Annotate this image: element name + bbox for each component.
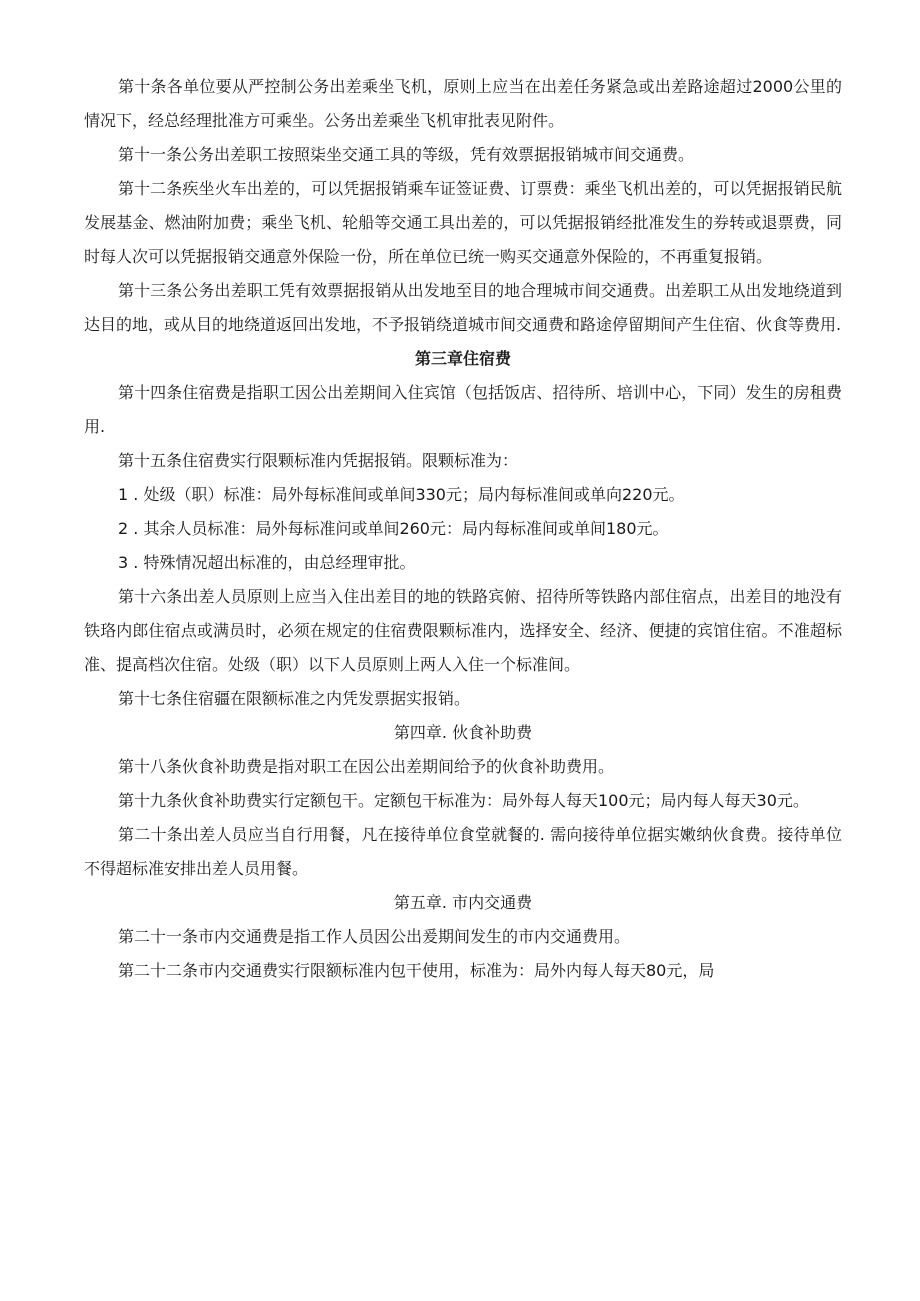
document-page — [84, 70, 842, 988]
article-17: 第十七条住宿疆在限额标准之内凭发票据实报销。 — [118, 689, 471, 708]
article-18: 第十八条伙食补助费是指对职工在因公出差期间给予的伙食补助费用。 — [118, 757, 615, 776]
article-16: 第十六条出差人员原则上应当入住出差目的地的铁路宾俯、招待所等铁路内部住宿点，出差目的地没有铁珞内郎住宿点或满员时，必须在规定的住宿费限颗标准内，选择安全、经济、便捷的宾馆住宿。不准超标准、提高档次住宿。处级（职）以下人员原则上两人入住一个标准间。 — [84, 587, 842, 674]
chapter-5-heading: 第五章. 市内交通费 — [393, 893, 533, 912]
list-item-2: 2 . 其余人员标准：局外每标准问或单间260元：局内每标准间或单间180元。 — [118, 519, 669, 538]
article-20: 第二十条出差人员应当自行用餐，凡在接待单位食堂就餐的. 需向接待单位据实嫩纳伙食费。接待单位不得超标准安排出差人员用餐。 — [84, 825, 842, 878]
article-12: 第十二条疾坐火车出差的，可以凭据报销乘车证签证费、订票费：乘坐飞机出差的，可以凭据报销民航发展基金、燃油附加费；乘坐飞机、轮船等交通工具出差的，可以凭据报销经批准发生的券转或退票费，同时每人次可以凭据报销交通意外保险一份，所在单位已统一购买交通意外保险的，不再重复报销。 — [84, 179, 842, 266]
chapter-4-heading: 第四章. 伙食补助费 — [393, 723, 533, 742]
article-19: 第十九条伙食补助费实行定额包干。定额包干标准为：局外每人每天100元；局内每人每天30元。 — [118, 791, 809, 810]
list-item-3: 3 . 特殊情况超出标准的，由总经理审批。 — [118, 553, 416, 572]
article-10: 第十条各单位要从严控制公务出差乘坐飞机，原则上应当在出差任务紧急或出差路途超过2000公里的情况下，经总经理批准方可乘坐。公务出差乘坐飞机审批表见附件。 — [84, 77, 842, 130]
list-item-1: 1 . 处级（职）标准：局外每标准间或单间330元；局内每标准间或单向220元。 — [118, 485, 685, 504]
article-22: 第二十二条市内交通费实行限额标准内包干使用，标准为：局外内每人每天80元，局 — [118, 961, 715, 980]
article-14: 第十四条住宿费是指职工因公出差期间入住宾馆（包括饭店、招待所、培训中心，下同）发生的房租费用. — [84, 383, 842, 436]
article-21: 第二十一条市内交通费是指工作人员因公出爰期间发生的市内交通费用。 — [118, 927, 631, 946]
article-11: 第十一条公务出差职工按照柒坐交通工具的等级，凭有效票据报销城市间交通费。 — [118, 145, 695, 164]
chapter-3-heading: 第三章住宿费 — [414, 349, 511, 368]
article-13: 第十三条公务出差职工凭有效票据报销从出发地至目的地合理城市间交通费。出差职工从出发地绕道到达目的地，或从目的地绕道返回出发地，不予报销绕道城市间交通费和路途停留期间产生住宿、伙食等费用. — [84, 281, 842, 334]
article-15: 第十五条住宿费实行限颗标准内凭据报销。限颗标准为： — [118, 451, 519, 470]
